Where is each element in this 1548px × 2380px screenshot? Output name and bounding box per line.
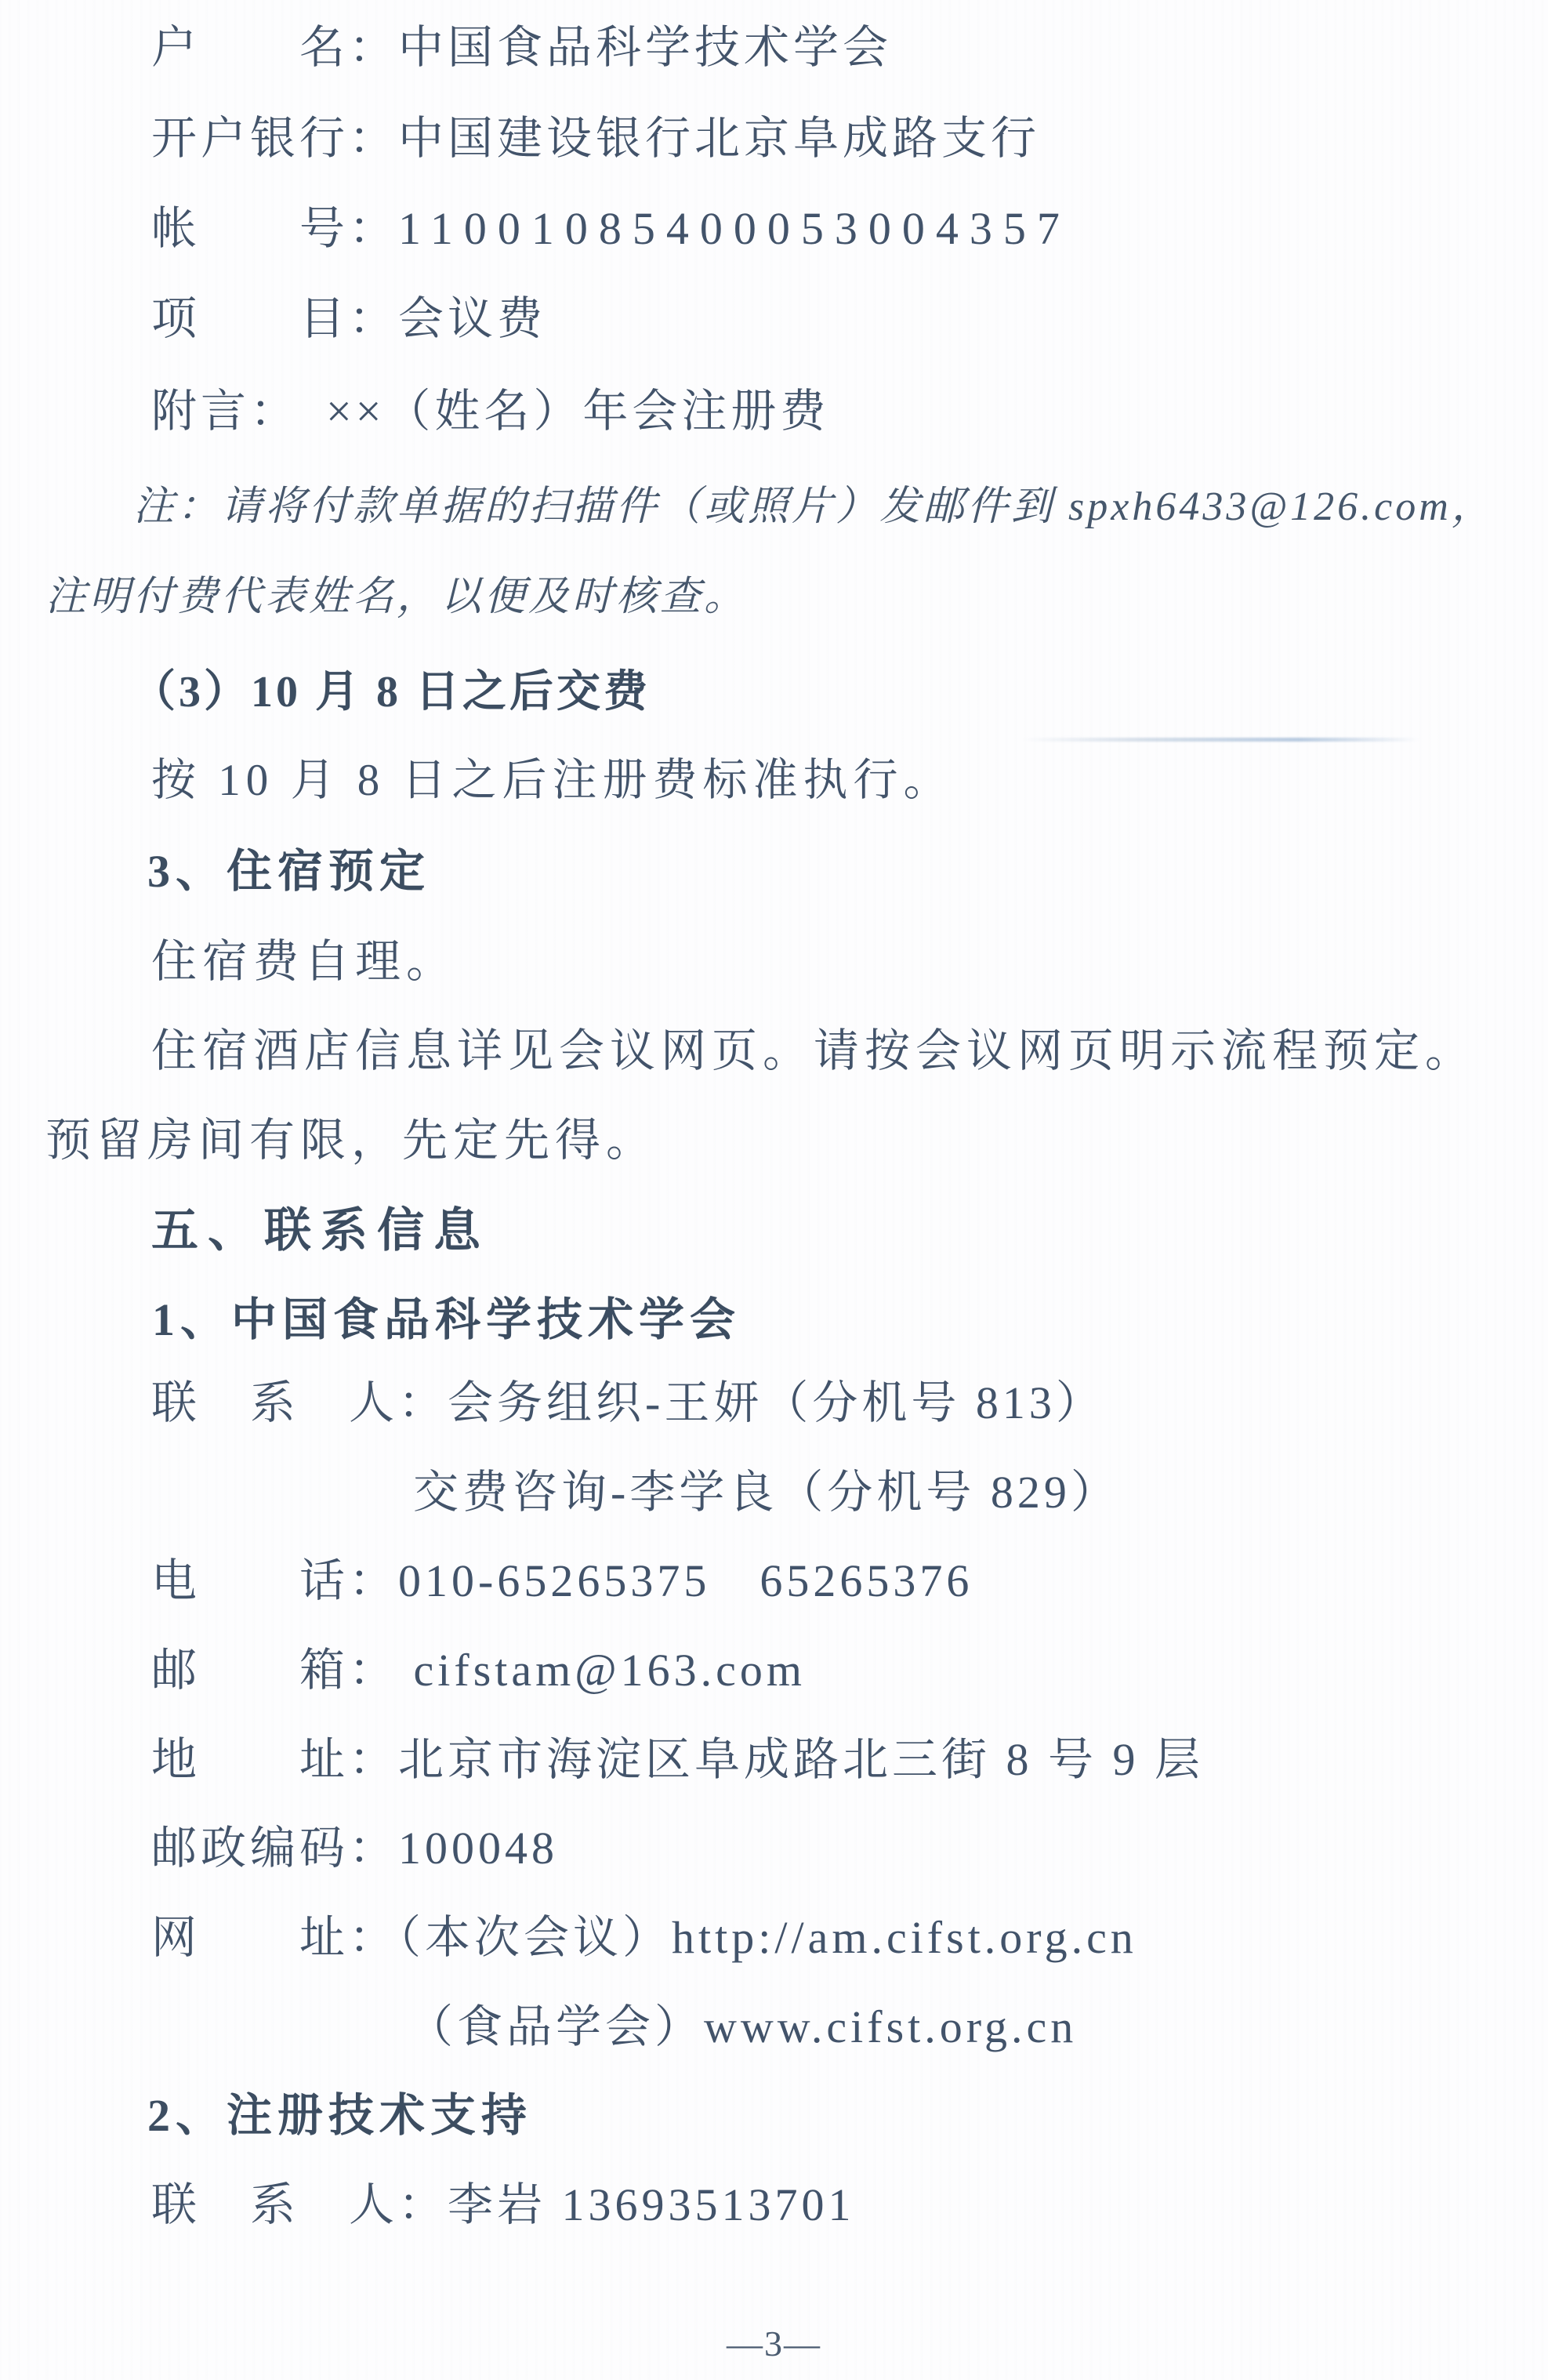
- address-label: 地 址：: [151, 1734, 399, 1785]
- org1-row-contact-person: [151, 1377, 1105, 1428]
- org1-row-phone: [151, 1555, 973, 1606]
- org1-row-postcode: [151, 1823, 559, 1874]
- account-number-label: 帐 号：: [151, 203, 399, 254]
- postcode-label: 邮政编码：: [151, 1823, 399, 1874]
- org2-row-contact-person: [151, 2179, 855, 2230]
- website2-value: （食品学会）www.cifst.org.cn: [408, 2001, 1078, 2052]
- website-value: （本次会议）http://am.cifst.org.cn: [398, 1912, 1137, 1963]
- bank-value: 中国建设银行北京阜成路支行: [398, 113, 1041, 164]
- support-contact-value: 李岩 13693513701: [448, 2179, 855, 2230]
- org1-row-website2: [408, 2001, 1078, 2052]
- org2-heading: 2、注册技术支持: [147, 2090, 533, 2141]
- payment-row-account-name: [151, 22, 893, 73]
- contact-section-heading: 五、联系信息: [151, 1204, 490, 1257]
- phone-label: 电 话：: [151, 1555, 399, 1606]
- payment-note-line1: 注：请将付款单据的扫描件（或照片）发邮件到 spxh6433@126.com，: [133, 484, 1495, 529]
- item-label: 项 目：: [151, 293, 399, 344]
- late-fee-heading: （3）10 月 8 日之后交费: [132, 668, 651, 717]
- late-fee-body: 按 10 月 8 日之后注册费标准执行。: [151, 756, 954, 805]
- phone-value: 010-65265375 65265376: [398, 1555, 973, 1606]
- contact-person2-value: 交费咨询-李学良（分机号 829）: [413, 1467, 1120, 1518]
- org1-row-website: [151, 1912, 1137, 1963]
- accommodation-line2: 住宿酒店信息详见会议网页。请按会议网页明示流程预定。: [151, 1025, 1477, 1076]
- payment-row-account-number: [151, 203, 1071, 254]
- account-name-value: 中国食品科学技术学会: [398, 22, 893, 73]
- org1-row-address: [151, 1734, 1205, 1785]
- email-value: cifstam@163.com: [398, 1645, 806, 1696]
- account-name-label: 户 名：: [151, 22, 399, 73]
- accommodation-heading: 3、住宿预定: [147, 846, 431, 897]
- account-number-value: 11001085400053004357: [398, 203, 1071, 254]
- org1-heading: 1、中国食品科学技术学会: [152, 1294, 741, 1345]
- email-label: 邮 箱：: [151, 1645, 399, 1696]
- bank-label: 开户银行：: [151, 113, 399, 164]
- accommodation-line1: 住宿费自理。: [151, 936, 458, 987]
- postcode-value: 100048: [398, 1823, 559, 1874]
- scan-smudge-line: [1023, 738, 1419, 742]
- payment-row-bank: [151, 113, 1041, 164]
- support-contact-label: 联 系 人：: [151, 2179, 448, 2230]
- address-value: 北京市海淀区阜成路北三街 8 号 9 层: [398, 1734, 1205, 1785]
- contact-person-label: 联 系 人：: [151, 1377, 448, 1428]
- page-number: —3—: [727, 2324, 821, 2364]
- item-value: 会议费: [398, 293, 547, 344]
- memo-label: 附言：: [151, 386, 277, 437]
- payment-note-line2: 注明付费代表姓名，以便及时核查。: [45, 575, 749, 619]
- payment-row-memo: [151, 386, 830, 437]
- org1-row-contact-person2: [413, 1467, 1120, 1518]
- website-label: 网 址：: [151, 1912, 399, 1963]
- accommodation-line3: 预留房间有限，先定先得。: [45, 1115, 658, 1166]
- payment-row-item: [151, 293, 547, 344]
- memo-value: ××（姓名）年会注册费: [277, 386, 830, 437]
- contact-person-value: 会务组织-王妍（分机号 813）: [448, 1377, 1105, 1428]
- org1-row-email: [151, 1645, 806, 1696]
